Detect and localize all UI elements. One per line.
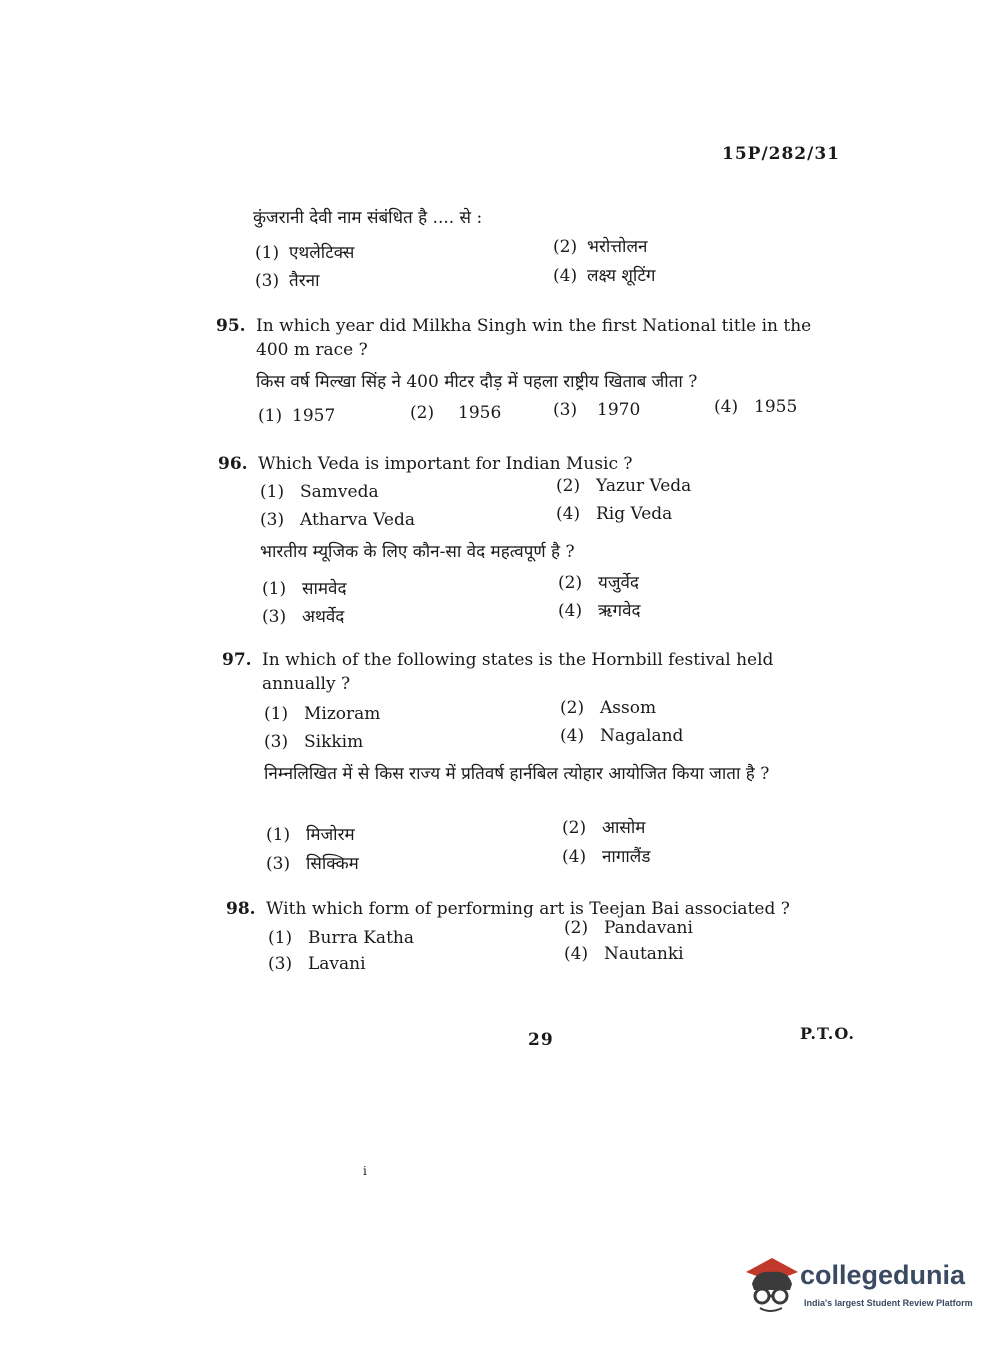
q98-option-4: (4) Nautanki	[564, 944, 684, 964]
question-97-hi: निम्नलिखित में से किस राज्य में प्रतिवर्ष हार्नबिल त्योहार आयोजित किया जाता है ?	[264, 764, 770, 784]
question-text-en: With which form of performing art is Teejan Bai associated ?	[266, 899, 790, 919]
q97-hi-option-4: (4) नागालैंड	[562, 847, 651, 867]
collegedunia-logo	[742, 1250, 972, 1330]
q95-option-3: (3) 1970	[553, 400, 641, 420]
q97-en-option-3: (3) Sikkim	[264, 732, 364, 752]
question-text-en: In which year did Milkha Singh win the first National title in the 400 m race ?	[256, 316, 812, 360]
q97-hi-option-3: (3) सिक्किम	[266, 854, 359, 874]
q96-en-option-3: (3) Atharva Veda	[260, 510, 415, 530]
page-number: 29	[528, 1030, 554, 1050]
q95-option-1: (1) 1957	[258, 406, 336, 426]
q98-option-2: (2) Pandavani	[564, 918, 693, 938]
q96-hi-option-2: (2) यजुर्वेद	[558, 573, 639, 593]
q97-en-option-2: (2) Assom	[560, 698, 657, 718]
question-number: 98.	[226, 899, 256, 919]
q96-hi-option-4: (4) ऋगवेद	[558, 601, 641, 621]
q95-option-4: (4) 1955	[714, 397, 798, 417]
question-95-hi: किस वर्ष मिल्खा सिंह ने 400 मीटर दौड़ में पहला राष्ट्रीय खिताब जीता ?	[256, 372, 698, 392]
logo-name: collegedunia	[800, 1260, 966, 1290]
question-number: 95.	[216, 316, 246, 336]
question-98	[226, 897, 826, 925]
continued-option-3: (3) तैरना	[255, 271, 320, 291]
q96-en-option-2: (2) Yazur Veda	[556, 476, 692, 496]
continued-option-4: (4) लक्ष्य शूटिंग	[553, 266, 656, 286]
question-96	[218, 452, 858, 480]
paper-code: 15P/282/31	[722, 144, 841, 164]
mascot-icon	[742, 1250, 802, 1320]
q97-en-option-1: (1) Mizoram	[264, 704, 381, 724]
pto-label: P.T.O.	[800, 1024, 855, 1043]
question-97	[222, 648, 852, 700]
q97-en-option-4: (4) Nagaland	[560, 726, 684, 746]
q95-option-2: (2) 1956	[410, 403, 502, 423]
question-95	[216, 314, 856, 374]
stray-mark: i	[363, 1164, 367, 1178]
question-96-hi: भारतीय म्यूजिक के लिए कौन-सा वेद महत्वपूर्ण है ?	[260, 542, 575, 562]
continued-option-1: (1) एथलेटिक्स	[255, 243, 355, 263]
continued-option-2: (2) भरोत्तोलन	[553, 237, 648, 257]
q98-option-1: (1) Burra Katha	[268, 928, 414, 948]
q97-hi-option-1: (1) मिजोरम	[266, 825, 355, 845]
continued-question-hi: कुंजरानी देवी नाम संबंधित है .... से :	[253, 208, 483, 228]
logo-tagline: India's largest Student Review Platform	[804, 1298, 973, 1308]
q96-hi-option-1: (1) सामवेद	[262, 579, 347, 599]
q97-hi-option-2: (2) आसोम	[562, 818, 646, 838]
question-number: 97.	[222, 650, 252, 670]
q96-hi-option-3: (3) अथर्वेद	[262, 607, 345, 627]
q96-en-option-4: (4) Rig Veda	[556, 504, 673, 524]
question-text-en: In which of the following states is the Hornbill festival held annually ?	[262, 650, 774, 694]
question-number: 96.	[218, 454, 248, 474]
q96-en-option-1: (1) Samveda	[260, 482, 379, 502]
q98-option-3: (3) Lavani	[268, 954, 366, 974]
question-text-en: Which Veda is important for Indian Music ?	[258, 454, 633, 474]
